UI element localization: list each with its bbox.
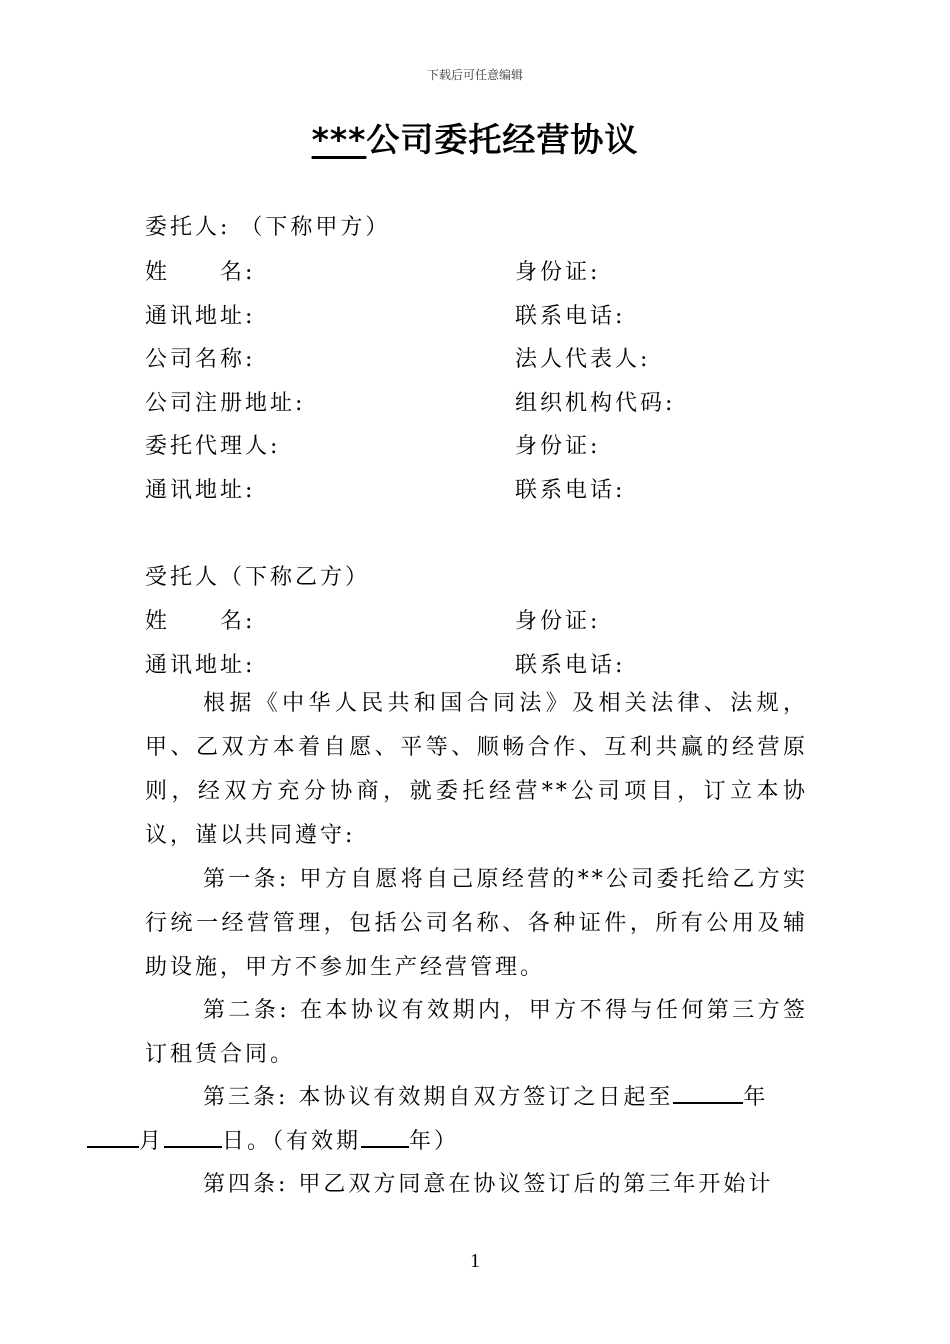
day-suffix: 日。（有效期 xyxy=(222,1129,362,1154)
party-b-heading: 受托人（下称乙方） xyxy=(145,565,371,590)
article-4: 第四条: 甲乙双方同意在协议签订后的第三年开始计 xyxy=(203,1172,774,1197)
party-a-address-label: 通讯地址: xyxy=(145,304,256,329)
month-suffix: 月 xyxy=(139,1129,165,1154)
party-a-agent-phone-label: 联系电话: xyxy=(515,478,626,503)
party-a-company-name-label: 公司名称: xyxy=(145,347,256,372)
party-a-phone-label: 联系电话: xyxy=(515,304,626,329)
page-number: 1 xyxy=(470,1250,480,1272)
term-suffix: 年） xyxy=(409,1129,460,1154)
title-main: 公司委托经营协议 xyxy=(366,120,639,159)
term-years-blank xyxy=(361,1122,409,1148)
end-year-blank xyxy=(673,1078,743,1104)
year-suffix: 年 xyxy=(743,1085,769,1110)
article-1: 第一条: 甲方自愿将自己原经营的**公司委托给乙方实行统一经营管理，包括公司名称、各种证件，所有公用及辅助设施，甲方不参加生产经营管理。 xyxy=(145,867,808,980)
title-prefix: *** xyxy=(311,120,367,159)
article-2: 第二条: 在本协议有效期内，甲方不得与任何第三方签订租赁合同。 xyxy=(145,998,808,1067)
party-b-id-label: 身份证: xyxy=(515,609,601,634)
party-a-name-label: 姓 名: xyxy=(145,260,256,285)
party-a-legal-rep-label: 法人代表人: xyxy=(515,347,651,372)
party-a-org-code-label: 组织机构代码: xyxy=(515,391,676,416)
party-a-id-label: 身份证: xyxy=(515,260,601,285)
party-a-heading: 委托人: （下称甲方） xyxy=(145,215,391,240)
end-month-blank xyxy=(87,1122,139,1148)
end-day-blank xyxy=(164,1122,222,1148)
article-3-text: 第三条: 本协议有效期自双方签订之日起至 xyxy=(203,1085,674,1110)
party-b-name-label: 姓 名: xyxy=(145,609,256,634)
article-3 xyxy=(139,1076,808,1164)
header-note: 下载后可任意编辑 xyxy=(426,68,523,82)
intro-paragraph: 根据《中华人民共和国合同法》及相关法律、法规，甲、乙双方本着自愿、平等、顺畅合作、互利共赢的经营原则，经双方充分协商，就委托经营**公司项目，订立本协议，谨以共同遵守: xyxy=(145,691,808,848)
party-a-agent-label: 委托代理人: xyxy=(145,434,281,459)
party-a-reg-address-label: 公司注册地址: xyxy=(145,391,306,416)
party-b-address-label: 通讯地址: xyxy=(145,653,256,678)
party-a-agent-id-label: 身份证: xyxy=(515,434,601,459)
party-a-agent-address-label: 通讯地址: xyxy=(145,478,256,503)
party-b-phone-label: 联系电话: xyxy=(515,653,626,678)
document-title xyxy=(0,114,950,161)
